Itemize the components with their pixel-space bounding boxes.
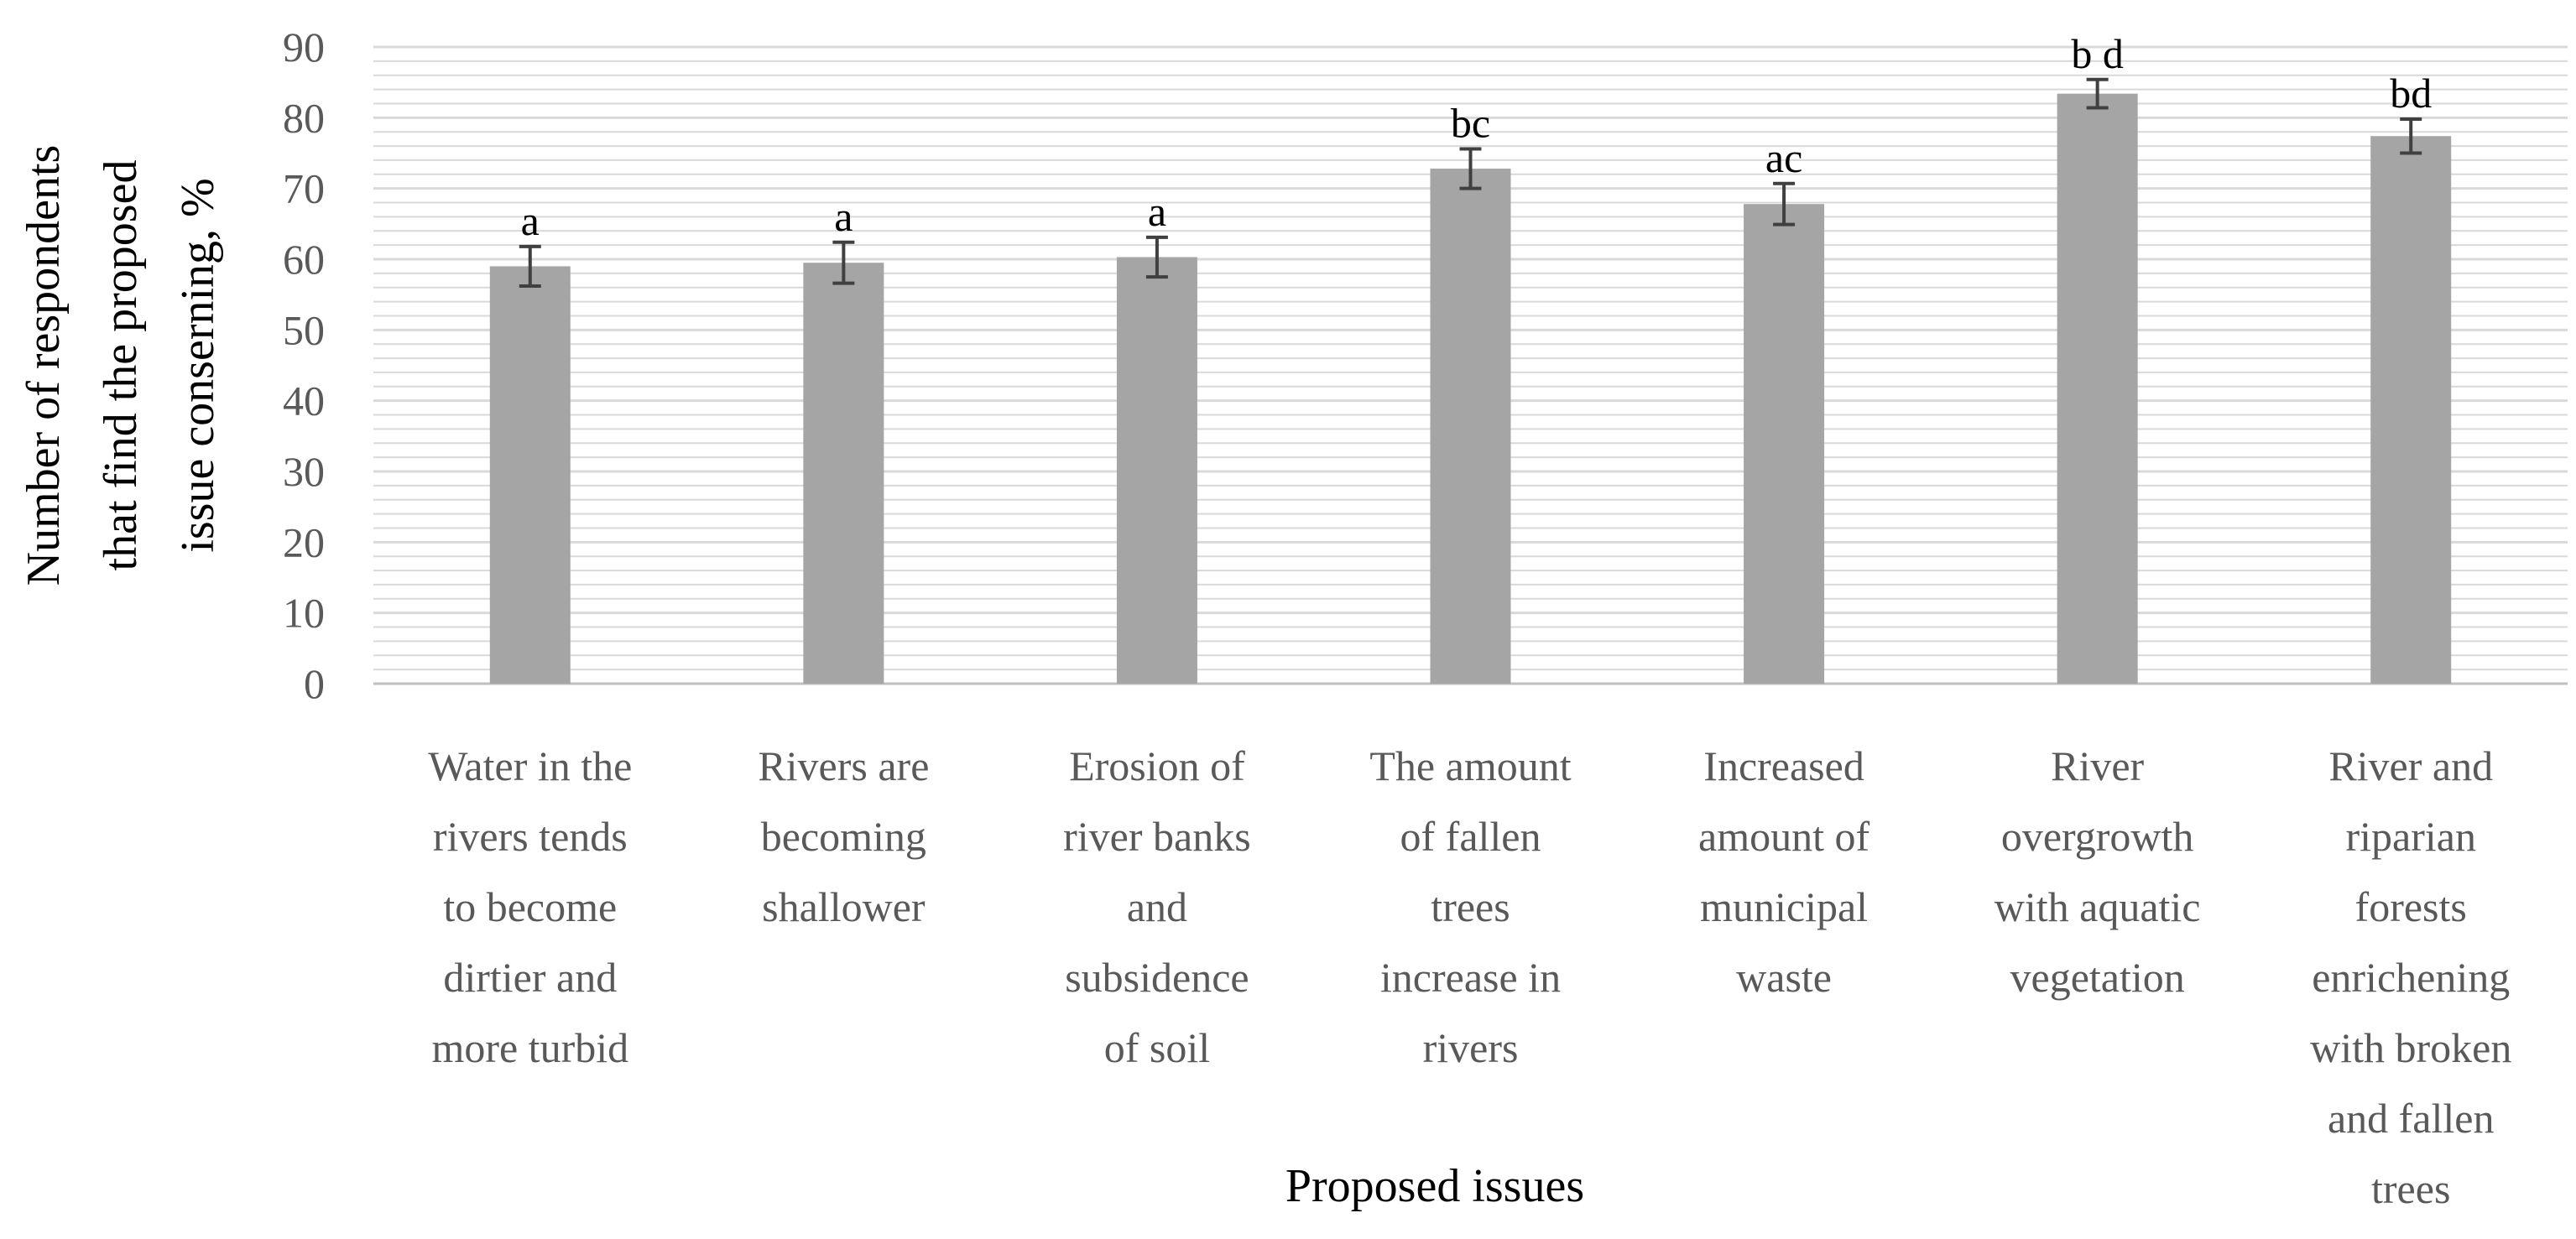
y-tick-label: 80 xyxy=(283,94,325,142)
bar-group xyxy=(1117,188,1197,684)
x-category-label: Water in the rivers tends to become dirtier and more turbid xyxy=(428,742,633,1071)
bar-group xyxy=(1431,99,1511,684)
bar xyxy=(1117,257,1197,684)
bar xyxy=(2057,94,2138,684)
y-tick-label: 10 xyxy=(283,589,325,637)
y-axis-title: Number of respondents that find the proposed issue conserning, % xyxy=(18,144,224,586)
significance-label: b d xyxy=(2071,29,2124,77)
bar xyxy=(803,263,884,684)
y-tick-label: 90 xyxy=(283,23,325,70)
significance-label: a xyxy=(520,196,540,244)
bar xyxy=(1744,204,1824,684)
y-tick-label: 30 xyxy=(283,448,325,495)
y-axis-ticks xyxy=(283,23,325,707)
significance-label: bd xyxy=(2390,70,2433,117)
significance-label: bc xyxy=(1450,99,1491,147)
significance-label: ac xyxy=(1765,133,1803,181)
bar-group xyxy=(490,197,571,684)
bar-group xyxy=(1744,134,1824,684)
y-tick-label: 60 xyxy=(283,236,325,283)
bar xyxy=(1431,169,1511,684)
bar xyxy=(2370,136,2451,684)
y-tick-label: 20 xyxy=(283,518,325,566)
y-tick-label: 40 xyxy=(283,377,325,424)
y-tick-label: 70 xyxy=(283,164,325,212)
x-category-label: River overgrowth with aquatic vegetation xyxy=(1994,742,2201,1001)
x-category-label: River and riparian forests enrichening with broken and fallen trees xyxy=(2310,742,2512,1212)
x-axis-categories xyxy=(428,742,2511,1212)
bar-group xyxy=(803,193,884,684)
x-category-label: Increased amount of municipal waste xyxy=(1698,742,1870,1001)
y-tick-label: 0 xyxy=(304,660,325,707)
x-axis-title: Proposed issues xyxy=(1285,1160,1585,1212)
x-category-label: The amount of fallen trees increase in rivers xyxy=(1369,742,1572,1071)
bar xyxy=(490,266,571,684)
significance-label: a xyxy=(1147,187,1167,235)
significance-label: a xyxy=(834,192,853,240)
x-category-label: Erosion of river banks and subsidence of soil xyxy=(1063,742,1251,1071)
x-category-label: Rivers are becoming shallower xyxy=(758,742,930,930)
bar-group xyxy=(2370,70,2451,684)
y-tick-label: 50 xyxy=(283,306,325,354)
bar-group xyxy=(2057,30,2138,684)
bars xyxy=(490,30,2451,684)
